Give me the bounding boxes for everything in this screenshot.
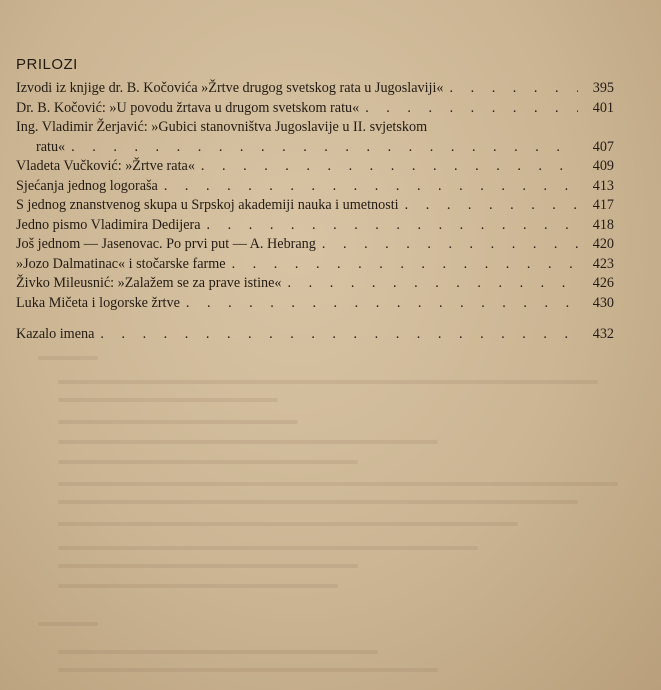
toc-index-title: Kazalo imena xyxy=(16,326,95,342)
dot-leader xyxy=(195,157,578,177)
toc-entry-title: Jedno pismo Vladimira Dedijera xyxy=(16,216,201,233)
dot-leader xyxy=(316,235,578,255)
section-heading: PRILOZI xyxy=(16,56,78,73)
toc-index-page: 432 xyxy=(592,326,614,342)
toc-entry-title: Još jednom — Jasenovac. Po prvi put — A. Hebrang xyxy=(16,236,316,252)
toc-entry-title: Izvodi iz knjige dr. B. Kočovića »Žrtve drugog svetskog rata u Jugoslaviji« xyxy=(16,80,444,96)
toc-entry xyxy=(16,274,614,294)
toc-entry-title: Sjećanja jednog logoraša xyxy=(16,177,158,194)
toc-entry xyxy=(16,196,614,216)
toc-entry-title: »Jozo Dalmatinac« i stočarske farme xyxy=(16,255,226,272)
toc-entry xyxy=(16,138,614,158)
toc-entry-page: 426 xyxy=(592,275,614,291)
spacer xyxy=(16,313,614,325)
toc-entry-title: Živko Mileusnić: »Zalažem se za prave istine« xyxy=(16,275,282,291)
toc-entry-page: 407 xyxy=(592,138,614,155)
dot-leader xyxy=(158,177,578,197)
toc-entry-page: 413 xyxy=(592,177,614,194)
dot-leader xyxy=(444,79,578,99)
toc-entry xyxy=(16,99,614,119)
dot-leader xyxy=(65,138,578,158)
toc-entry xyxy=(16,294,614,314)
toc-entry xyxy=(16,255,614,275)
dot-leader xyxy=(399,196,578,216)
dot-leader xyxy=(94,325,578,345)
toc-entry-page: 395 xyxy=(592,80,614,96)
toc-entry xyxy=(16,235,614,255)
toc-entry-page: 430 xyxy=(592,294,614,311)
reverse-side-bleed-through xyxy=(18,350,648,680)
toc-entry-title: Dr. B. Kočović: »U povodu žrtava u drugom svetskom ratu« xyxy=(16,99,360,116)
toc-entry-page: 420 xyxy=(592,236,614,252)
toc-entry xyxy=(16,157,614,177)
toc-entry-page: 423 xyxy=(592,255,614,272)
dot-leader xyxy=(226,255,578,275)
toc-entry xyxy=(16,216,614,236)
toc-entry-title: S jednog znanstvenog skupa u Srpskoj akademiji nauka i umetnosti xyxy=(16,197,399,213)
toc-entry-page: 401 xyxy=(592,99,614,116)
toc-entry xyxy=(16,79,614,99)
dot-leader xyxy=(201,216,578,236)
dot-leader xyxy=(180,294,578,314)
toc-entry-page: 417 xyxy=(592,197,614,213)
toc-entry xyxy=(16,177,614,197)
toc-index-entry xyxy=(16,325,614,345)
dot-leader xyxy=(282,274,578,294)
toc-entry-title: Vladeta Vučković: »Žrtve rata« xyxy=(16,158,195,174)
toc-entry-title: Luka Mičeta i logorske žrtve xyxy=(16,294,180,311)
toc-entry-page: 409 xyxy=(592,158,614,174)
toc-entry-title-continuation: ratu« xyxy=(36,138,66,155)
dot-leader xyxy=(359,99,578,119)
toc-entry-page: 418 xyxy=(592,216,614,233)
table-of-contents xyxy=(16,79,614,345)
toc-entry-title: Ing. Vladimir Žerjavić: »Gubici stanovništva Jugoslavije u II. svjetskom xyxy=(16,119,428,135)
